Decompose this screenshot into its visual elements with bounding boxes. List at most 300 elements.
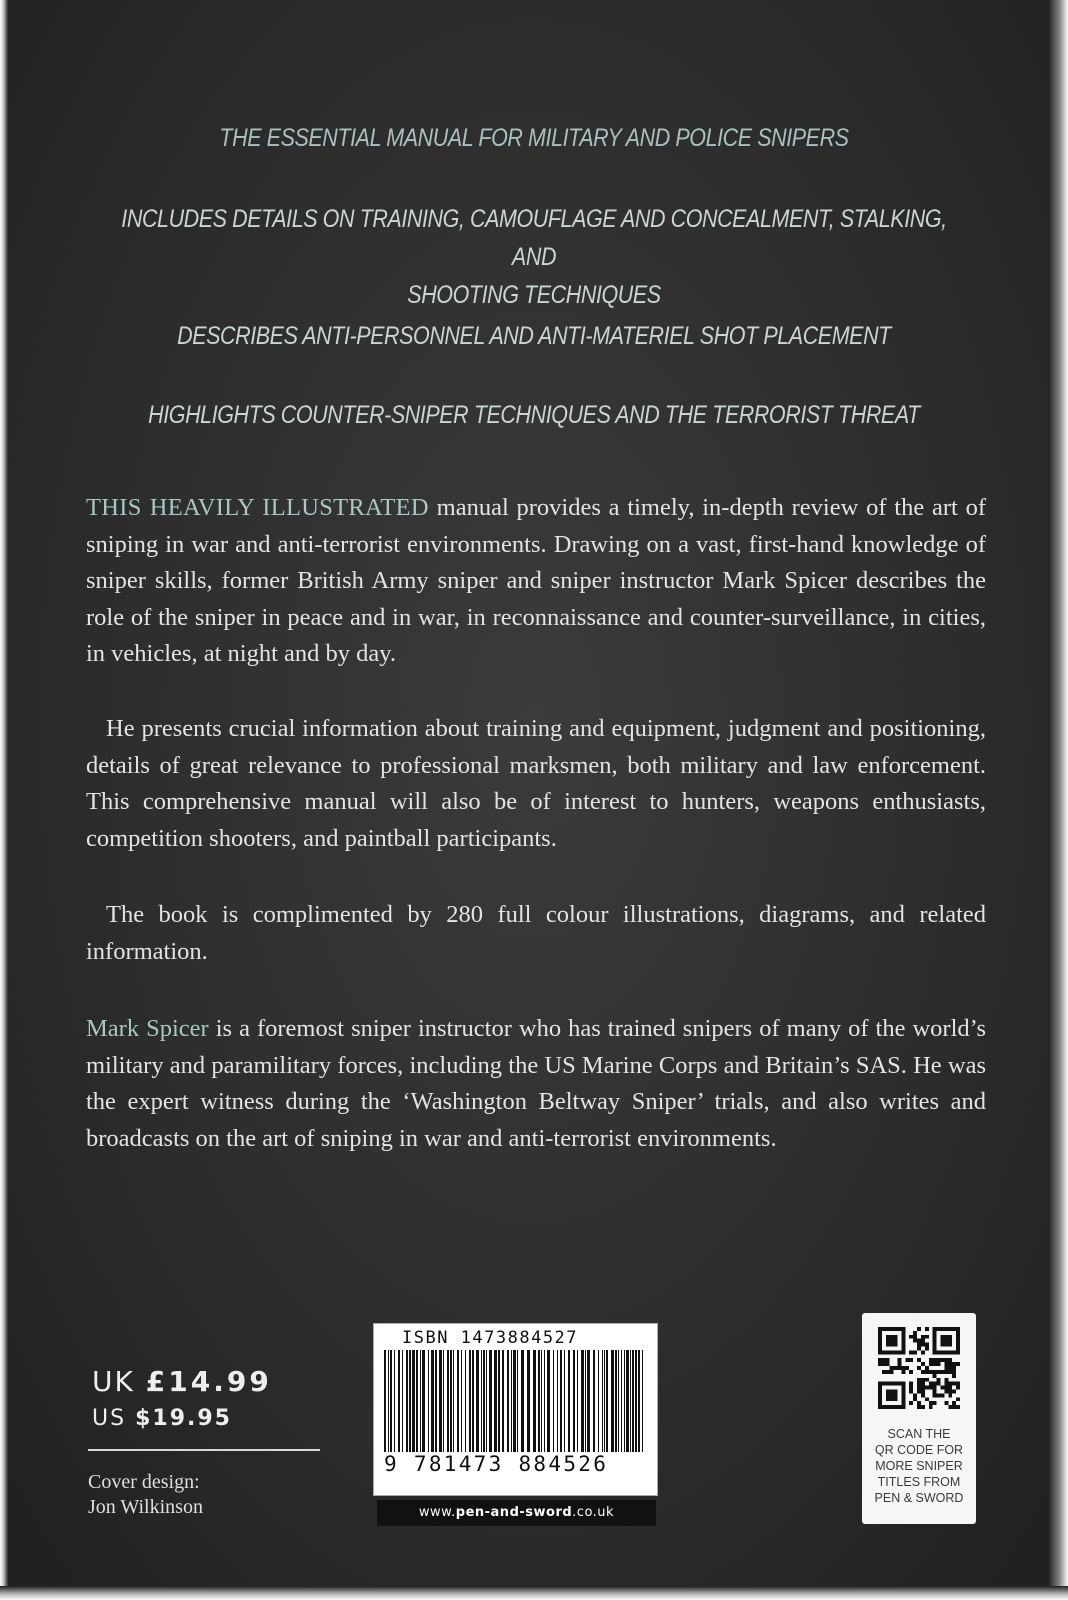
qr-module [909,1370,913,1374]
qr-module [886,1339,890,1343]
credit-label: Cover design: [88,1471,200,1493]
publisher-website [377,1500,656,1526]
qr-module [940,1350,944,1354]
barcode-bar [402,1350,403,1454]
barcode-bar [511,1350,512,1454]
barcode-bar [447,1350,449,1454]
qr-module [956,1386,960,1390]
qr-module [909,1401,913,1405]
qr-module [940,1386,944,1390]
author-bio [86,1011,986,1157]
barcode-bar [394,1350,395,1454]
barcode-bar [632,1350,634,1454]
qr-module [901,1401,905,1405]
page-edge-right [1048,0,1068,1600]
barcode-bar [564,1350,565,1454]
barcode-bar [585,1350,586,1454]
qr-module [937,1382,941,1386]
qr-module [898,1327,902,1331]
qr-module [933,1374,937,1378]
qr-module [925,1347,929,1351]
barcode-bar [494,1350,497,1454]
qr-module [956,1362,960,1366]
qr-module [944,1343,948,1347]
qr-module [890,1382,894,1386]
qr-module [917,1339,921,1343]
website-suffix: .co.uk [572,1505,615,1520]
qr-module [878,1350,882,1354]
price-uk-value: £14.99 [145,1365,272,1398]
qr-module [898,1405,902,1409]
qr-module [944,1362,948,1366]
qr-module [921,1370,925,1374]
qr-module [933,1362,937,1366]
blurb-lead-in: THIS HEAVILY ILLUSTRATED [86,494,429,521]
qr-module [956,1397,960,1401]
qr-module [890,1405,894,1409]
qr-module [944,1389,948,1393]
price-us [92,1406,232,1431]
qr-module [944,1327,948,1331]
barcode-bar [489,1350,492,1454]
qr-module [905,1358,909,1362]
barcode-bar [553,1350,554,1454]
qr-module [894,1327,898,1331]
barcode-bar [593,1350,595,1454]
barcode-bar [581,1350,584,1454]
barcode-bar [538,1350,540,1454]
barcode-bar [469,1350,471,1454]
qr-module [901,1405,905,1409]
price-uk-label: UK [92,1365,135,1398]
barcode-bar [435,1350,437,1454]
barcode-bar [465,1350,466,1454]
qr-module [898,1382,902,1386]
qr-module [894,1350,898,1354]
barcode-bar [431,1350,434,1454]
barcode-bar [513,1350,516,1454]
qr-module [948,1382,952,1386]
qr-module [913,1331,917,1335]
qr-module [917,1347,921,1351]
qr-module [886,1382,890,1386]
barcode-bar [481,1350,482,1454]
blurb-paragraph-3: The book is complimented by 280 full colour illustrations, diagrams, and related information. [86,901,986,965]
qr-module [901,1343,905,1347]
qr-module [948,1327,952,1331]
barcode-bar [409,1350,411,1454]
qr-code-icon [878,1327,960,1409]
qr-module [890,1350,894,1354]
qr-module [940,1335,944,1339]
tagline-shot-placement: DESCRIBES ANTI-PERSONNEL AND ANTI-MATERIEL SHOT PLACEMENT [177,322,891,350]
qr-module [894,1397,898,1401]
qr-module [878,1393,882,1397]
qr-module [890,1370,894,1374]
qr-module [917,1389,921,1393]
qr-module [882,1370,886,1374]
qr-module [952,1327,956,1331]
barcode-bar [615,1350,617,1454]
qr-module [956,1331,960,1335]
qr-module [948,1362,952,1366]
qr-module [886,1389,890,1393]
barcode-bar [502,1350,504,1454]
qr-module [917,1358,921,1362]
qr-module [944,1401,948,1405]
qr-module [901,1339,905,1343]
credit-designer: Jon Wilkinson [88,1496,203,1518]
barcode-bar [618,1350,619,1454]
qr-module [948,1405,952,1409]
blurb-paragraph-1 [86,490,986,673]
qr-module [952,1401,956,1405]
blurb-paragraph-2: He presents crucial information about training and equipment, judgment and positioning, details of great relevance to professional marksmen, both military and law enforcement. This comprehensive manual will also be of interest to hunters, weapons enthusiasts, competition shooters, and paintball participants. [86,715,986,852]
barcode-bar [420,1350,421,1454]
qr-module [909,1389,913,1393]
qr-module [921,1382,925,1386]
qr-module [898,1350,902,1354]
qr-module [890,1327,894,1331]
qr-module [944,1358,948,1362]
qr-module [890,1393,894,1397]
qr-caption-line: MORE SNIPER [875,1459,963,1473]
qr-module [952,1370,956,1374]
qr-module [878,1327,882,1331]
qr-module [890,1339,894,1343]
qr-module [956,1405,960,1409]
qr-module [921,1389,925,1393]
qr-module [933,1386,937,1390]
qr-module [933,1370,937,1374]
price-us-value: $19.95 [135,1406,232,1431]
qr-module [956,1339,960,1343]
qr-module [940,1339,944,1343]
qr-module [898,1362,902,1366]
qr-module [925,1343,929,1347]
qr-module [901,1335,905,1339]
barcode-bar [388,1350,389,1454]
qr-module [901,1389,905,1393]
qr-module [944,1370,948,1374]
qr-module [909,1386,913,1390]
barcode-bar [476,1350,479,1454]
qr-module [882,1350,886,1354]
qr-module [878,1405,882,1409]
qr-module [878,1335,882,1339]
barcode-bar [472,1350,474,1454]
barcode-bar [635,1350,637,1454]
qr-module [937,1393,941,1397]
qr-module [952,1366,956,1370]
qr-module [944,1382,948,1386]
barcode-bar [461,1350,462,1454]
qr-module [933,1401,937,1405]
qr-module [894,1389,898,1393]
qr-module [956,1350,960,1354]
qr-module [933,1335,937,1339]
qr-module [878,1339,882,1343]
qr-module [886,1327,890,1331]
qr-module [890,1335,894,1339]
qr-module [925,1397,929,1401]
barcode-bar [624,1350,625,1454]
qr-module [933,1343,937,1347]
qr-module [913,1350,917,1354]
qr-module [917,1343,921,1347]
barcode-bar [450,1350,452,1454]
qr-module [956,1335,960,1339]
qr-module [921,1362,925,1366]
qr-module [886,1350,890,1354]
qr-module [940,1343,944,1347]
barcode-bar [412,1350,415,1454]
cover-design-credit [88,1470,203,1520]
qr-module [909,1350,913,1354]
tagline-counter-sniper: HIGHLIGHTS COUNTER-SNIPER TECHNIQUES AND THE TERRORIST THREAT [148,401,920,429]
barcode-bar [573,1350,575,1454]
qr-module [886,1343,890,1347]
qr-module [913,1397,917,1401]
barcode-bar [406,1350,408,1454]
author-name: Mark Spicer [86,1015,209,1042]
price-us-label: US [92,1406,127,1431]
barcode-bar [547,1350,550,1454]
barcode-bar [398,1350,400,1454]
qr-module [948,1370,952,1374]
qr-module [882,1362,886,1366]
qr-module [878,1358,882,1362]
qr-module [921,1335,925,1339]
barcode-bar [443,1350,444,1454]
qr-module [929,1358,933,1362]
page-edge-bottom [0,1586,1068,1600]
qr-module [894,1405,898,1409]
qr-module [929,1405,933,1409]
qr-module [917,1386,921,1390]
qr-module [913,1393,917,1397]
qr-module [878,1362,882,1366]
qr-module [937,1370,941,1374]
qr-module [933,1382,937,1386]
qr-module [890,1366,894,1370]
barcode-bar [439,1350,442,1454]
qr-module [886,1405,890,1409]
qr-module [878,1382,882,1386]
qr-module [905,1366,909,1370]
barcode-bars [382,1350,650,1454]
qr-module [940,1370,944,1374]
barcode-bar [498,1350,500,1454]
barcode-bar [422,1350,425,1454]
qr-code-panel [862,1313,976,1524]
qr-module [937,1350,941,1354]
qr-module [925,1370,929,1374]
qr-module [952,1374,956,1378]
qr-module [937,1362,941,1366]
qr-module [933,1350,937,1354]
qr-module [882,1327,886,1331]
qr-module [952,1405,956,1409]
barcode-bar [560,1350,562,1454]
qr-module [952,1389,956,1393]
price-divider [88,1449,320,1451]
qr-caption-line: TITLES FROM [877,1475,961,1489]
qr-module [929,1362,933,1366]
qr-module [909,1382,913,1386]
qr-module [882,1382,886,1386]
qr-module [878,1343,882,1347]
tagline-training-line1: INCLUDES DETAILS ON TRAINING, CAMOUFLAGE AND CONCEALMENT, STALKING, AND [121,205,947,271]
isbn-label: ISBN 1473884527 [402,1328,579,1348]
barcode-bar [541,1350,542,1454]
qr-module [878,1389,882,1393]
qr-module [929,1382,933,1386]
isbn-barcode [373,1323,658,1496]
qr-module [886,1362,890,1366]
qr-module [933,1347,937,1351]
barcode-bar [544,1350,545,1454]
website-prefix: www. [418,1505,456,1520]
qr-module [948,1389,952,1393]
qr-module [921,1343,925,1347]
qr-module [956,1347,960,1351]
isbn-digits: 9 781473 884526 [384,1452,648,1476]
barcode-bar [606,1350,608,1454]
qr-module [944,1339,948,1343]
qr-module [921,1378,925,1382]
barcode-bar [453,1350,454,1454]
barcode-bar [384,1350,386,1454]
barcode-bar [486,1350,487,1454]
qr-module [956,1382,960,1386]
qr-module [901,1382,905,1386]
qr-module [948,1358,952,1362]
qr-module [956,1343,960,1347]
qr-module [933,1358,937,1362]
barcode-bar [517,1350,518,1454]
qr-module [940,1327,944,1331]
qr-module [901,1366,905,1370]
qr-module [913,1335,917,1339]
barcode-bar [638,1350,640,1454]
barcode-bar [527,1350,530,1454]
qr-module [937,1327,941,1331]
barcode-bar [557,1350,558,1454]
qr-module [948,1366,952,1370]
barcode-bar [604,1350,605,1454]
qr-module [913,1339,917,1343]
qr-module [948,1350,952,1354]
qr-module [878,1397,882,1401]
barcode-bar [457,1350,459,1454]
qr-module [933,1393,937,1397]
barcode-bar [521,1350,524,1454]
qr-module [894,1382,898,1386]
qr-module [921,1405,925,1409]
qr-module [921,1386,925,1390]
qr-module [952,1350,956,1354]
barcode-bar [483,1350,485,1454]
qr-module [901,1386,905,1390]
qr-module [933,1339,937,1343]
page-edge-left [0,0,8,1600]
qr-module [886,1393,890,1397]
qr-module [956,1327,960,1331]
qr-caption-line: SCAN THE [887,1427,951,1441]
qr-module [925,1378,929,1382]
qr-module [882,1405,886,1409]
qr-module [878,1347,882,1351]
qr-module [886,1335,890,1339]
qr-module [890,1389,894,1393]
qr-module [917,1401,921,1405]
qr-module [925,1366,929,1370]
qr-module [937,1358,941,1362]
qr-module [929,1370,933,1374]
qr-module [901,1347,905,1351]
qr-module [948,1335,952,1339]
qr-module [894,1339,898,1343]
qr-module [898,1358,902,1362]
barcode-bar [507,1350,509,1454]
qr-module [948,1386,952,1390]
barcode-bar [626,1350,629,1454]
barcode-bar [416,1350,418,1454]
qr-module [940,1358,944,1362]
qr-module [917,1378,921,1382]
qr-module [921,1350,925,1354]
qr-module [901,1397,905,1401]
qr-module [944,1378,948,1382]
qr-module [878,1401,882,1405]
barcode-bar [621,1350,622,1454]
barcode-bar [533,1350,536,1454]
barcode-bar [598,1350,599,1454]
qr-module [944,1350,948,1354]
qr-module [944,1335,948,1339]
qr-module [894,1393,898,1397]
qr-module [944,1366,948,1370]
qr-module [901,1327,905,1331]
barcode-bar [577,1350,578,1454]
qr-module [878,1331,882,1335]
qr-module [921,1393,925,1397]
barcode-bar [587,1350,590,1454]
qr-module [937,1378,941,1382]
qr-module [929,1386,933,1390]
qr-module [909,1335,913,1339]
tagline-training-details [109,200,959,314]
qr-caption-line: QR CODE FOR [874,1443,964,1457]
qr-module [878,1386,882,1390]
qr-module [929,1401,933,1405]
qr-module [894,1335,898,1339]
qr-module [917,1405,921,1409]
qr-module [933,1389,937,1393]
qr-module [948,1343,952,1347]
qr-module [933,1327,937,1331]
qr-module [894,1343,898,1347]
barcode-bar [428,1350,429,1454]
qr-module [917,1366,921,1370]
website-domain: pen-and-sword [455,1505,573,1520]
qr-module [952,1382,956,1386]
qr-module [921,1339,925,1343]
qr-module [898,1366,902,1370]
qr-module [925,1327,929,1331]
qr-module [901,1350,905,1354]
